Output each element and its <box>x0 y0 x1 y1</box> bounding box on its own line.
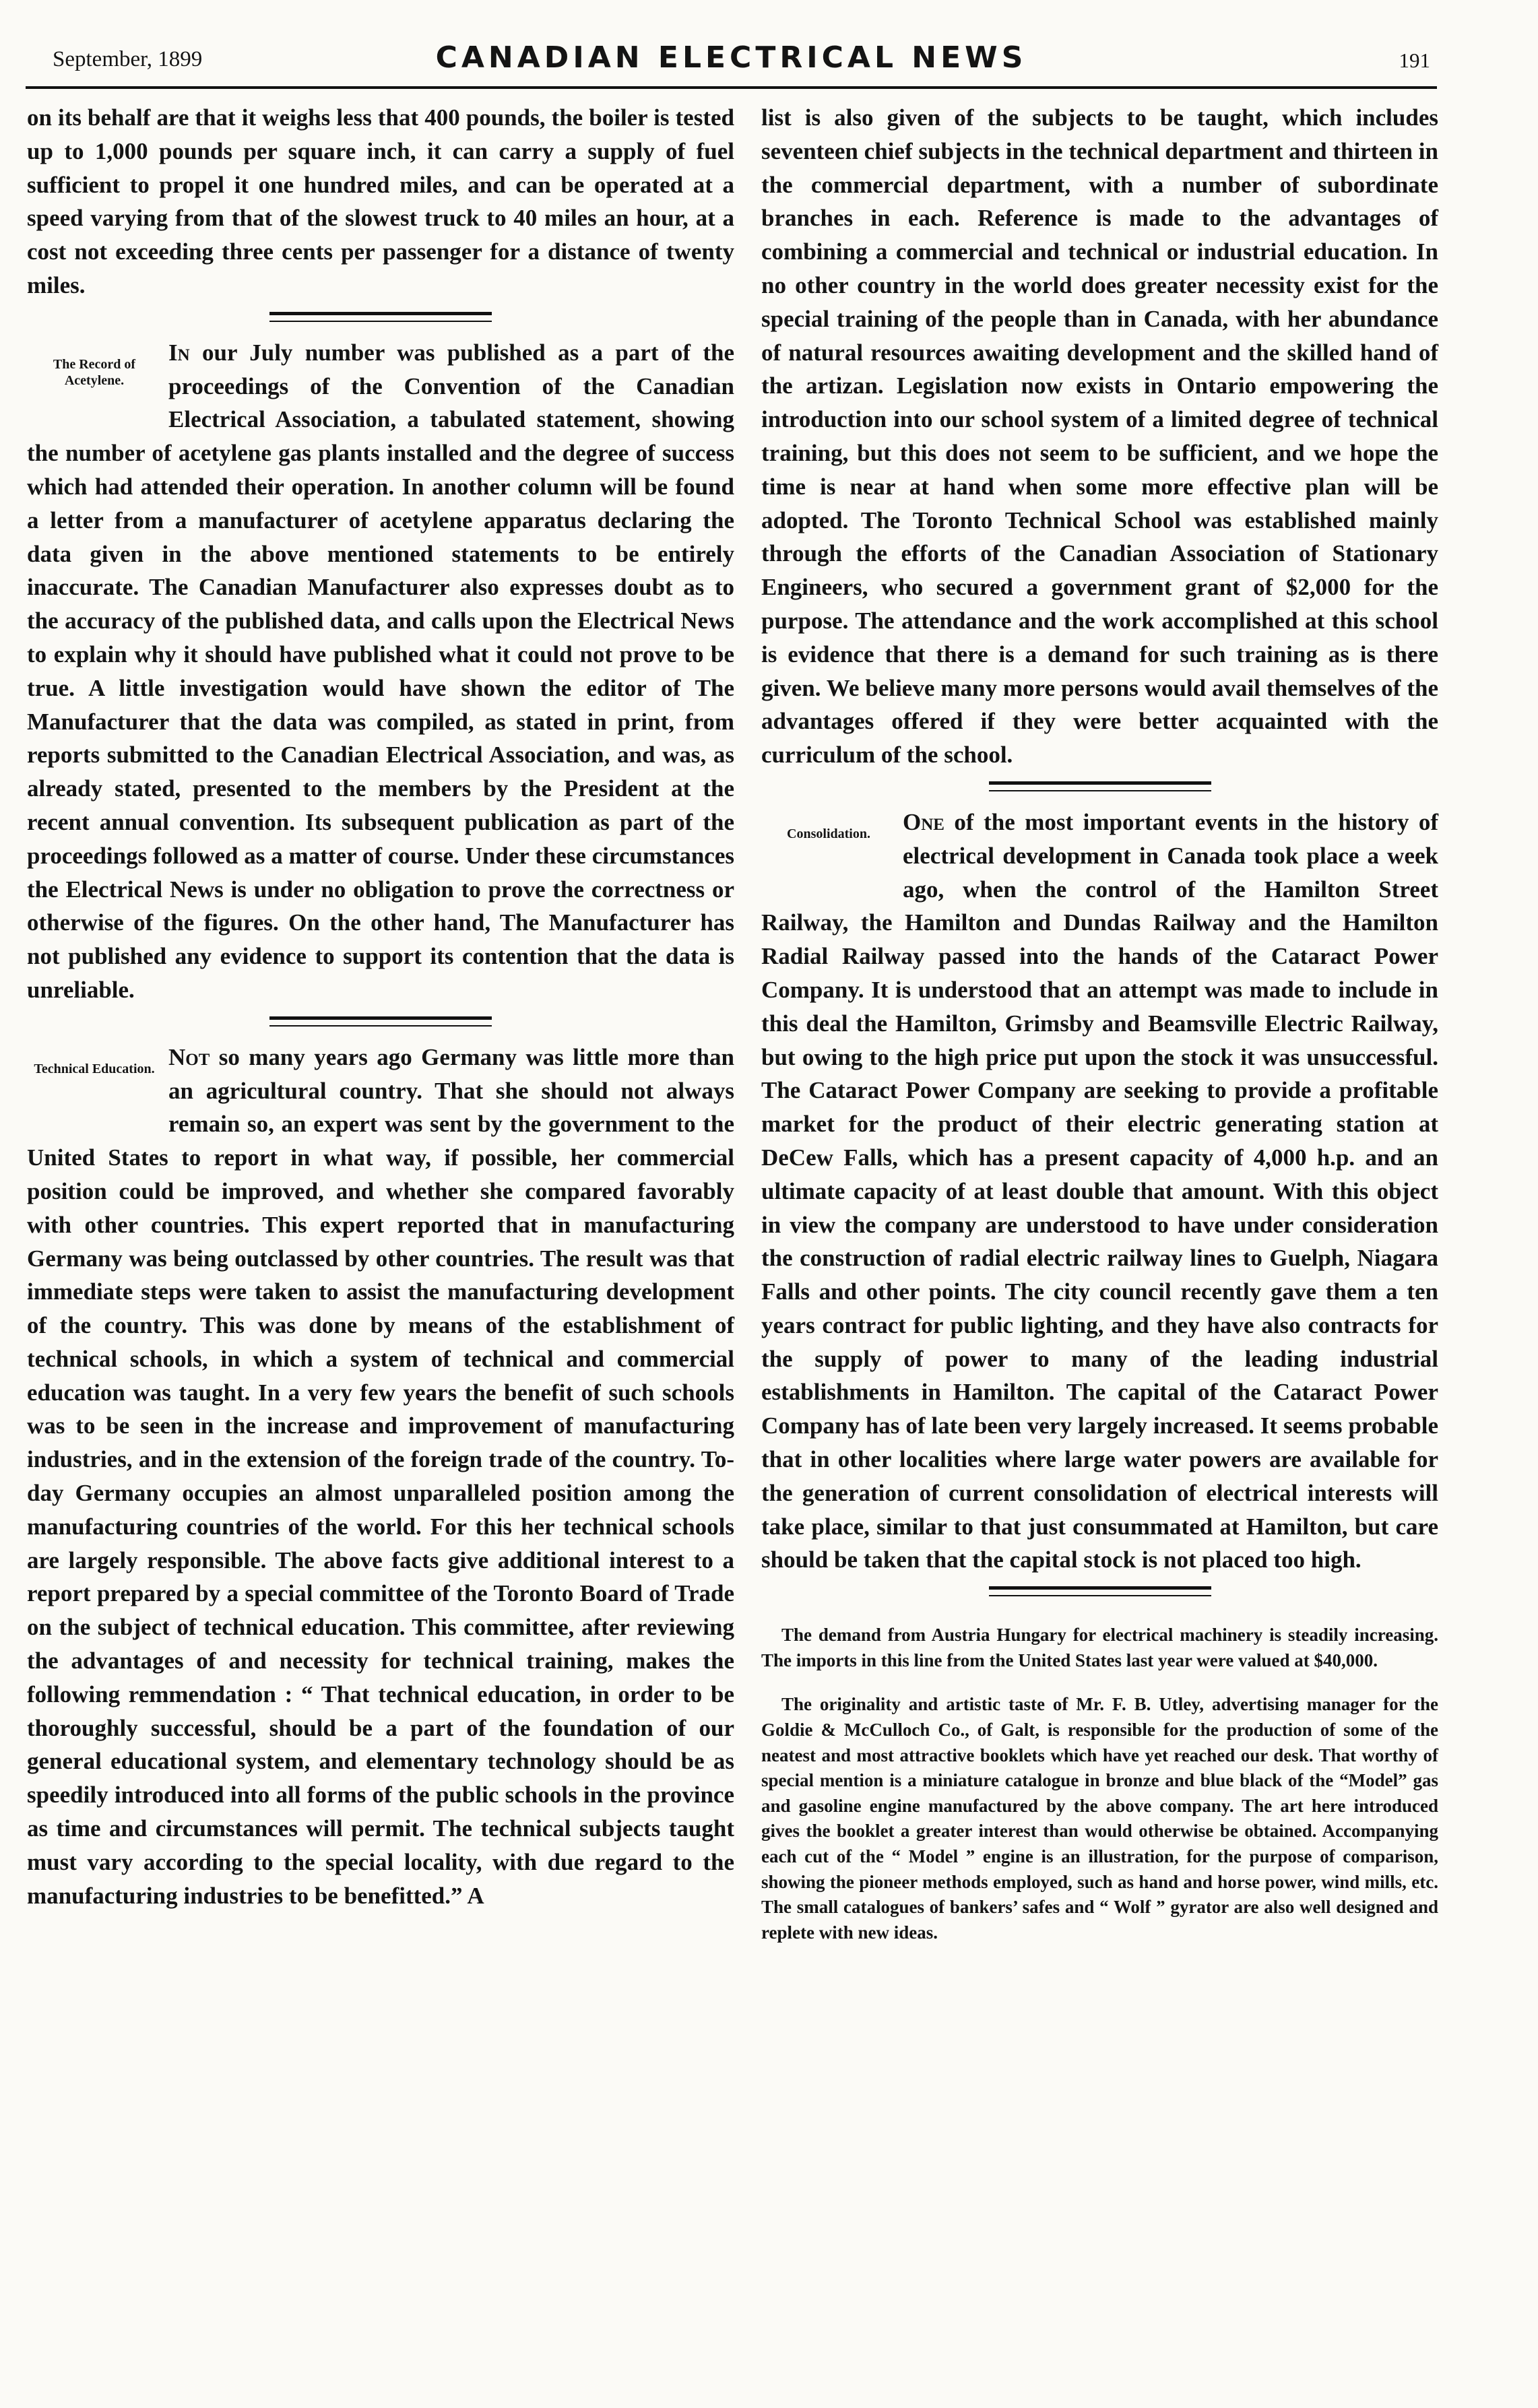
page-number: 191 <box>1399 48 1430 72</box>
lead-word: Not <box>168 1043 210 1070</box>
section-divider <box>27 302 734 336</box>
continued-paragraph: list is also given of the subjects to be taught, which includes seventeen chief subjects in the technical department and thirteen in the commercial department, with a number of subordinate branches in each. Reference is made to the advantages of combining a commercial and technical or industrial education. In no other country in the world does greater necessity exist for the special training of the people than in Canada, with her abundance of natural resources awaiting development and the skilled hand of the artizan. Legislation now exists in Ontario empowering the introduction into our school system of a limited degree of technical training, but this does not seem to be sufficient, and we hope the time is near at hand when some more effective plan will be adopted. The Toronto Technical School was established mainly through the efforts of the Canadian Association of Stationary Engineers, who secured a government grant of $2,000 for the purpose. The attendance and the work accomplished at this school is evidence that there is a demand for such training as is there given. We believe many more persons would avail themselves of the advantages offered if they were better acquainted with the curriculum of the school. <box>761 104 1438 769</box>
sidebar-heading-technical: Technical Education. <box>34 1061 155 1076</box>
section-divider <box>761 772 1438 806</box>
article-acetylene <box>27 336 734 1007</box>
article-body: so many years ago Germany was little more than an agricultural country. That she should not always remain so, an expert was sent by the government to the United States to report in what way, if possible, her commercial position could be improved, and whether she compared favorably with other countries. This expert reported that in manufacturing Germany was being outclassed by other countries. The result was that immediate steps were taken to assist the manufacturing development of the country. This was done by means of the establishment of technical schools, in which a system of technical and commercial education was taught. In a very few years the benefit of such schools was to be seen in the increase and improvement of manufacturing industries, and in the extension of the foreign trade of the country. To-day Germany occupies an almost unparalleled position among the manufacturing countries of the world. For this her technical schools are largely responsible. The above facts give additional interest to a report prepared by a special committee of the Toronto Board of Trade on the subject of technical education. This committee, after reviewing the advantages of and necessity for technical training, makes the following remmendation : “ That technical education, in order to be thoroughly successful, should be a part of the foundation of our general educational system, and elementary technology should be as speedily introduced into all forms of the public schools in the province as time and circumstances will permit. The technical subjects taught must vary according to the special locality, with due regard to the manufacturing industries to be benefitted.” A <box>27 1043 734 1909</box>
lead-word: In <box>168 339 190 366</box>
news-note-utley: The originality and artistic taste of Mr. F. B. Utley, advertising manager for the Goldie & McCulloch Co., of Galt, is responsible for the production of some of the neatest and most attractive booklets which have yet reached our desk. That worthy of special mention is a miniature catalogue in bronze and blue black of the “Model” gas and gasoline engine manufactured by the above company. The art here introduced gives the booklet a greater interest than would otherwise be obtained. Accompanying each cut of the “ Model ” engine is an illustration, for the purpose of comparison, showing the pioneer methods employed, such as hand and horse power, wind mills, etc. The small catalogues of bankers’ safes and “ Wolf ” gyrator are also well designed and replete with new ideas. <box>761 1694 1438 1943</box>
article-technical-education <box>27 1041 734 1913</box>
page-header <box>26 40 1437 81</box>
sidebar-heading-acetylene: The Record of Acetylene. <box>53 356 136 388</box>
article-body: our July number was published as a part of the proceedings of the Convention of the Canadian Electrical Association, a tabulated statement, showing the number of acetylene gas plants installed and the degree of success which had attended their operation. In another column will be found a letter from a manufacturer of acetylene apparatus declaring the data given in the above mentioned statements to be entirely inaccurate. The Canadian Manufacturer also expresses doubt as to the accuracy of the published data, and calls upon the Electrical News to explain why it should have published what it could not prove to be true. A little investigation would have shown the editor of The Manufacturer that the data was compiled, as stated in print, from reports submitted to the Canadian Electrical Association, and was, as already stated, presented to the members by the President at the recent annual convention. Its subsequent publication as part of the proceedings followed as a matter of course. Under these circumstances the Electrical News is under no obligation to prove the correctness or otherwise of the figures. On the other hand, The Manufacturer has not published any evidence to support its contention that the data is unreliable. <box>27 339 734 1003</box>
right-column <box>761 101 1438 1945</box>
continued-paragraph: on its behalf are that it weighs less that 400 pounds, the boiler is tested up to 1,000 pounds per square inch, it can carry a supply of fuel sufficient to propel it one hundred miles, and can be operated at a speed varying from that of the slowest truck to 40 miles an hour, at a cost not exceeding three cents per passenger for a distance of twenty miles. <box>27 104 734 298</box>
masthead-title: CANADIAN ELECTRICAL NEWS <box>435 40 1027 75</box>
sidebar-heading-consolidation: Consolidation. <box>787 826 870 841</box>
issue-date: September, 1899 <box>53 47 203 71</box>
article-consolidation <box>761 806 1438 1577</box>
lead-word: One <box>903 808 944 835</box>
article-body: of the most important events in the history of electrical development in Canada took place a week ago, when the control of the Hamilton Street Railway, the Hamilton and Dundas Railway and the Hamilton Radial Railway passed into the hands of the Cataract Power Company. It is understood that an attempt was made to include in this deal the Hamilton, Grimsby and Beamsville Electric Railway, but owing to the high price put upon the stock it was unsuccessful. The Cataract Power Company are seeking to provide a profitable market for the product of their electric generating station at DeCew Falls, which has a present capacity of 4,000 h.p. and an ultimate capacity of at least double that amount. With this object in view the company are understood to have under consideration the construction of radial electric railway lines to Guelph, Niagara Falls and other points. The city council recently gave them a ten years contract for public lighting, and they have also contracts for the supply of power to many of the leading industrial establishments in Hamilton. The capital of the Cataract Power Company has of late been very largely increased. It seems probable that in other localities where large water powers are available for the generation of current consolidation of electrical interests will take place, similar to that just consummated at Hamilton, but care should be taken that the capital stock is not placed too high. <box>761 808 1438 1573</box>
news-note-austria: The demand from Austria Hungary for electrical machinery is steadily increasing. The imports in this line from the United States last year were valued at $40,000. <box>761 1625 1438 1670</box>
section-divider <box>27 1007 734 1041</box>
section-divider <box>761 1577 1438 1610</box>
left-column <box>27 101 734 1912</box>
header-rule <box>26 86 1437 89</box>
